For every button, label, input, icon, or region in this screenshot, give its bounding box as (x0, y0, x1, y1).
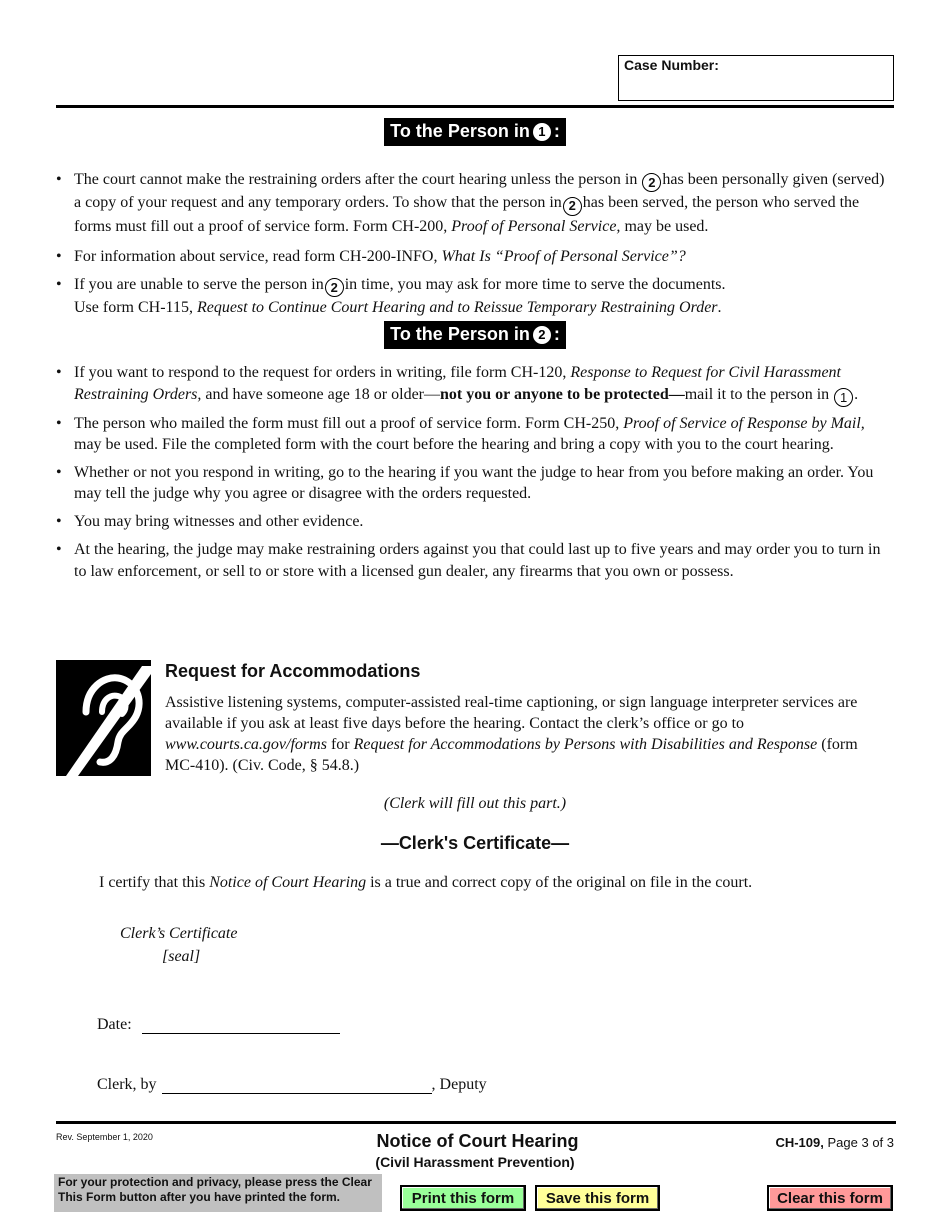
clerk-note: (Clerk will fill out this part.) (383, 795, 567, 812)
text: I certify that this (99, 874, 206, 891)
section2-banner-number: 2 (533, 326, 551, 344)
list-item (56, 169, 888, 237)
section1-banner (384, 118, 566, 146)
date-row (97, 1016, 340, 1034)
text: At the hearing, the judge may make restraining orders against you that could last up to five years and may order you to turn in to law enforcement, or sell to or store with a licensed gun dealer, any firearms that you own or possess. (74, 541, 881, 580)
person-number: 1 (834, 388, 853, 407)
text: If you are unable to serve the person in (74, 275, 324, 293)
clear-form-button[interactable]: Clear this form (767, 1185, 893, 1211)
text: . (717, 298, 722, 316)
form-title: Request to Continue Court Hearing and to Reissue Temporary Restraining Order (196, 298, 718, 316)
list-item (56, 462, 888, 505)
text: . (854, 385, 859, 403)
print-form-button[interactable]: Print this form (400, 1185, 526, 1211)
seal-caption: Clerk’s Certificate (120, 925, 238, 942)
list-item (56, 362, 888, 407)
list-item (56, 413, 888, 456)
page-number: Page 3 of 3 (827, 1135, 894, 1150)
form-title: Proof of Service of Response by Mail, (623, 414, 865, 432)
seal-placeholder: [seal] (162, 948, 201, 965)
form-title: Notice of Court Hearing (209, 874, 367, 891)
list-item (56, 511, 888, 533)
case-number-label: Case Number: (624, 57, 719, 73)
person-number: 2 (642, 173, 661, 192)
emphasis: not you or anyone to be protected— (440, 385, 685, 403)
text: You may bring witnesses and other evidence. (74, 512, 364, 530)
footer-title: Notice of Court Hearing (376, 1131, 579, 1151)
section1-banner-text: To the Person in (390, 121, 530, 141)
person-number: 2 (563, 197, 582, 216)
accommodations-title: Request for Accommodations (165, 661, 421, 681)
text: For information about service, read form CH-200-INFO, (74, 248, 438, 265)
save-form-button[interactable]: Save this form (535, 1185, 660, 1211)
text: mail it to the person in (684, 385, 830, 403)
section2-banner-colon: : (553, 324, 560, 344)
section1-banner-wrap (0, 118, 950, 146)
text: If you want to respond to the request for orders in writing, file form CH-120, (74, 364, 567, 381)
revision-date: Rev. September 1, 2020 (56, 1132, 153, 1142)
accommodations-body (165, 692, 890, 776)
text: Whether or not you respond in writing, go to the hearing if you want the judge to hear from you before making an order. You may tell the judge why you agree or disagree with the orders requested. (74, 463, 874, 503)
date-field[interactable] (142, 1017, 340, 1034)
hearing-assistance-icon (56, 660, 151, 776)
footer-subtitle: (Civil Harassment Prevention) (375, 1154, 575, 1170)
clerk-name-field[interactable] (162, 1077, 432, 1094)
text: has been served, the person who served the forms must fill out a proof of service form. Form CH-200, (74, 194, 860, 235)
list-item (56, 274, 888, 319)
privacy-note: For your protection and privacy, please press the Clear This Form button after you have printed the form. (54, 1174, 382, 1212)
certify-statement (99, 874, 752, 892)
text: is a true and correct copy of the original on file in the court. (370, 874, 753, 891)
form-id: CH-109, (775, 1135, 824, 1150)
person-number: 2 (325, 278, 344, 297)
list-item (56, 539, 888, 582)
case-number-field[interactable] (618, 55, 894, 101)
form-title: Response to Request for Civil Harassment Restraining Orders, (74, 364, 841, 403)
section1-list (56, 169, 888, 318)
top-divider (56, 105, 894, 108)
text: may be used. File the completed form with the court before the hearing and bring a copy with you to the court hearing. (74, 436, 834, 454)
form-title: What Is “Proof of Personal Service”? (441, 248, 686, 265)
courts-link[interactable]: www.courts.ca.gov/forms (165, 736, 327, 753)
section2-banner (384, 321, 566, 349)
clerk-signature-row (97, 1076, 487, 1094)
text: (form MC-410). (Civ. Code, § 54.8.) (165, 736, 858, 774)
text: The person who mailed the form must fill out a proof of service form. Form CH-250, (74, 414, 620, 432)
clerk-by-label: Clerk, by (97, 1076, 157, 1093)
section2-banner-wrap (0, 321, 950, 349)
form-title: Proof of Personal Service, (451, 217, 621, 235)
section2-banner-text: To the Person in (390, 324, 530, 344)
text: The court cannot make the restraining orders after the court hearing unless the person in (74, 171, 638, 188)
section1-banner-colon: : (553, 121, 560, 141)
form-title: Request for Accommodations by Persons with Disabilities and Response (353, 736, 818, 753)
text: and have someone age 18 or older— (205, 385, 440, 403)
section2-list (56, 362, 888, 582)
text: has been personally given (served) a copy of your request and any temporary orders. To show that the person in (74, 171, 885, 212)
text: Use form CH-115, (74, 298, 193, 316)
date-label: Date: (97, 1016, 132, 1033)
page-identifier (775, 1135, 894, 1150)
list-item (56, 246, 888, 268)
clerk-certificate-title: —Clerk's Certificate— (380, 833, 570, 853)
text: Assistive listening systems, computer-assisted real-time captioning, or sign language interpreter services are available if you ask at least five days before the hearing. Contact the clerk’s office or go to (165, 694, 858, 732)
bottom-divider (56, 1121, 896, 1124)
text: may be used. (624, 217, 709, 235)
text: for (330, 736, 350, 753)
section1-banner-number: 1 (533, 123, 551, 141)
deputy-label: , Deputy (431, 1076, 487, 1093)
text: in time, you may ask for more time to serve the documents. (344, 275, 726, 293)
